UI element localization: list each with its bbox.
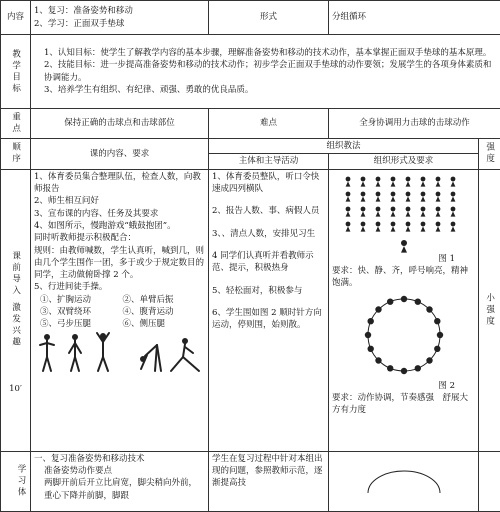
student-figure	[405, 206, 410, 216]
t1-line-4: 4 同学们认真听并看教师示范、提示，积极热身	[212, 250, 325, 275]
student-figure	[420, 221, 425, 231]
student-dot	[364, 331, 370, 337]
student-dot	[434, 318, 440, 324]
section-2-intensity	[479, 451, 500, 511]
exercise-1: ①、扩胸运动	[40, 294, 123, 306]
objectives-cell	[31, 35, 500, 109]
t1-line-2: 2、报告人数、事、病假人员	[212, 205, 325, 217]
section-1-label-cell	[1, 169, 31, 451]
objectives-row	[1, 35, 500, 109]
content-line-1: 1、复习：准备姿势和移动	[34, 5, 205, 17]
s1-line-6: 规则：由教师喊数，学生认真听，喊到几，则由几个学生围作一团，多于或少于规定数目的同学，主动做俯卧撑 2 个。	[34, 245, 205, 282]
difficulty-label: 难点	[209, 109, 329, 139]
student-dot	[400, 295, 406, 301]
s2-line-3: 两脚开前后开立比肩宽，脚尖稍向外前，重心下降并前脚，脚跟	[34, 477, 205, 502]
intensity-header: 强度	[479, 139, 500, 170]
fig2-label: 图 2	[332, 380, 475, 392]
exercise-2: ②、单臂后振	[123, 294, 206, 306]
t1-line-3: 3、、清点人数，安排见习生	[212, 228, 325, 240]
student-dot	[387, 365, 393, 371]
fig1-label: 图 1	[332, 253, 475, 265]
column-header-row-1	[1, 139, 500, 154]
section-1-time: 10′	[4, 383, 27, 395]
student-figure	[435, 191, 440, 201]
exercise-4: ④、腹背运动	[123, 306, 206, 318]
student-figure	[360, 176, 365, 186]
s1-line-1: 1、体育委员集合整理队伍，检查人数，向教师报告	[34, 171, 205, 196]
section-2-label: 学习体	[1, 451, 31, 511]
form-value: 分组循环	[329, 1, 500, 35]
student-dot	[436, 331, 442, 337]
student-figure	[420, 206, 425, 216]
student-dot	[434, 345, 440, 351]
key-points-row	[1, 109, 500, 139]
student-figure	[360, 206, 365, 216]
section-2-content	[31, 451, 209, 511]
student-figure	[360, 191, 365, 201]
s1-line-7: 5、行进间徒手操。	[34, 281, 205, 293]
section-2-org	[329, 451, 479, 511]
student-figure	[405, 191, 410, 201]
s2-line-2: 准备姿势动作要点	[34, 465, 205, 477]
content-row	[1, 1, 500, 35]
t1-line-5: 5、轻松面对，积极参与	[212, 285, 325, 297]
content-cell	[31, 1, 209, 35]
student-figure	[450, 191, 455, 201]
student-figure	[390, 206, 395, 216]
student-figure	[450, 221, 455, 231]
student-figure	[390, 191, 395, 201]
exercise-3: ③、双臂绕环	[40, 306, 123, 318]
s1-line-4: 4、如图所示，慢跑游戏“蛾鼓抱团”。	[34, 220, 205, 232]
key-points-label: 重点	[1, 109, 31, 139]
student-figure	[401, 240, 407, 253]
student-dot	[426, 357, 432, 363]
student-figure	[420, 176, 425, 186]
student-figure	[435, 221, 440, 231]
s1-line-2: 2、师生相互问好	[34, 195, 205, 207]
student-dot	[375, 357, 381, 363]
student-figure	[390, 221, 395, 231]
student-figure	[360, 221, 365, 231]
objective-1: 1、认知目标：使学生了解教学内容的基本步骤，理解准备姿势和移动的技术动作，基本掌握正面双手垫球的基本原理。	[34, 47, 497, 59]
teacher-header: 主体和主导活动	[209, 154, 329, 169]
section-1-teacher	[209, 169, 329, 451]
order-header: 顺序	[1, 139, 31, 170]
student-dot	[387, 298, 393, 304]
t1-line-6: 6、学生围如图 2 顺时针方向运动，停则围，始则散。	[212, 307, 325, 332]
exercise-6: ⑥、侧压腿	[123, 318, 206, 330]
formation-figure-2	[344, 290, 464, 380]
student-dot	[367, 345, 373, 351]
student-figure	[345, 206, 350, 216]
t1-line-1: 1、体育委员整队，听口令快速成四列横队	[212, 171, 325, 196]
difficulty-value: 全身协调用力击球的击球动作	[329, 109, 500, 139]
student-figure	[435, 176, 440, 186]
student-figure	[450, 176, 455, 186]
form-label: 形式	[209, 1, 329, 35]
student-dot	[426, 306, 432, 312]
student-figure	[345, 191, 350, 201]
student-dot	[414, 365, 420, 371]
fig1-requirement: 要求：快、静、齐，呼号响亮，精神饱满。	[332, 265, 475, 290]
section-2-row	[1, 451, 500, 511]
student-figure	[375, 176, 380, 186]
student-figure	[345, 221, 350, 231]
section-1-row	[1, 169, 500, 451]
s1-line-3: 3、宣布课的内容、任务及其要求	[34, 208, 205, 220]
exercise-figures	[35, 331, 205, 375]
student-dot	[414, 298, 420, 304]
student-dot	[367, 318, 373, 324]
student-figure	[405, 221, 410, 231]
student-figure	[390, 176, 395, 186]
exercise-5: ⑤、弓步压腿	[40, 318, 123, 330]
section-1-content	[31, 169, 209, 451]
content-line-2: 2、学习：正面双手垫球	[34, 18, 205, 30]
s2-line-1: 一、复习准备姿势和移动技术	[34, 453, 205, 465]
objective-2: 2、技能目标：进一步提高准备姿势和移动的技术动作；初步学会正面双手垫球的动作要领；发展学生的各项身体素质和协调能力。	[34, 59, 497, 84]
section-1-intensity: 小强度	[479, 169, 500, 451]
student-dot	[400, 367, 406, 373]
section-1-org	[329, 169, 479, 451]
key-points-value: 保持正确的击球点和击球部位	[31, 109, 209, 139]
section-2-teacher	[209, 451, 329, 511]
student-figure	[375, 191, 380, 201]
objective-3: 3、培养学生有组织、有纪律、顽强、勇敢的优良品质。	[34, 84, 497, 96]
formation-figure-3	[344, 453, 464, 493]
fig2-requirement: 要求：动作协调，节奏感强 舒展大方有力度	[332, 392, 475, 417]
s1-line-5: 同时听教师提示积极配合：	[34, 232, 205, 244]
method-header: 组织教法	[209, 139, 479, 154]
section-1-label: 课前导入 激发兴趣	[9, 225, 21, 375]
objectives-label: 教学目标	[1, 35, 31, 109]
student-figure	[375, 221, 380, 231]
student-figure	[420, 191, 425, 201]
student-figure	[405, 176, 410, 186]
t2-line-1: 学生在复习过程中针对本组出现的问题，参照教师示范，逐渐提高技	[212, 453, 325, 490]
student-dot	[375, 306, 381, 312]
org-header: 组织形式及要求	[329, 154, 479, 169]
student-figure	[345, 176, 350, 186]
student-figure	[375, 206, 380, 216]
student-figure	[435, 206, 440, 216]
content-header: 课的内容、要求	[31, 139, 209, 170]
student-figure	[450, 206, 455, 216]
content-row-label: 内容	[1, 1, 31, 35]
exercise-list	[34, 294, 205, 331]
formation-figure-1	[334, 171, 474, 253]
